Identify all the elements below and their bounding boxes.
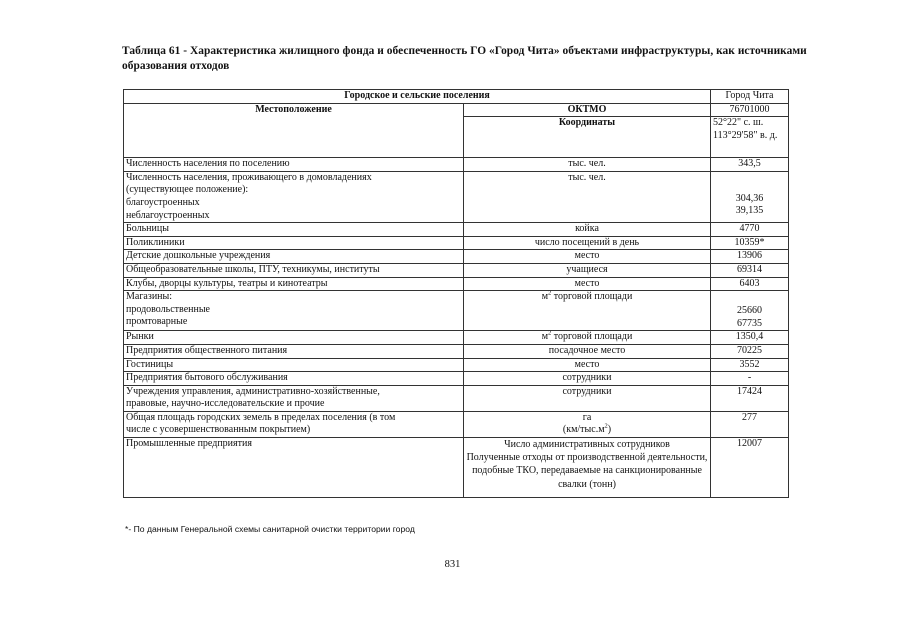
table-row: [124, 236, 789, 250]
row-unit: [464, 438, 711, 498]
row-value: 13906: [711, 250, 789, 264]
table-row: [124, 277, 789, 291]
row-unit: [464, 331, 711, 345]
row-label: [124, 171, 464, 222]
table-row: [124, 372, 789, 386]
table-row: [124, 250, 789, 264]
row-unit: число посещений в день: [464, 236, 711, 250]
coordinates-label: Координаты: [464, 117, 711, 158]
row-label-line: (существующее положение):: [126, 184, 249, 196]
row-label: Численность населения по поселению: [124, 158, 464, 172]
table-row: [124, 223, 789, 237]
row-value: 70225: [711, 344, 789, 358]
row-value: 17424: [711, 385, 789, 411]
table-row: [124, 411, 789, 437]
row-value: [711, 171, 789, 222]
row-label: Гостиницы: [124, 358, 464, 372]
unit-text: Полученные отходы от производственной деятельности, подобные ТКО, передаваемые на санкционированные свалки (тонн): [466, 452, 708, 490]
row-unit: учащиеся: [464, 263, 711, 277]
row-value: 3552: [711, 358, 789, 372]
row-label-line: Общая площадь городских земель в пределах поселения (в том: [126, 411, 396, 423]
page-number: 831: [444, 559, 461, 570]
unit-text: Число административных сотрудников: [504, 439, 670, 451]
table-row: [124, 438, 789, 498]
coordinates-lat: 52°22" с. ш.: [713, 117, 764, 129]
settlements-header: Городское и сельские поселения: [124, 90, 711, 104]
row-unit: место: [464, 250, 711, 264]
location-header: Местоположение: [124, 103, 464, 158]
unit-text: торговой площади: [551, 291, 633, 303]
row-value: -: [711, 372, 789, 386]
row-unit: тыс. чел.: [464, 158, 711, 172]
table-row: [124, 158, 789, 172]
unit-text: га: [582, 411, 592, 423]
row-value: 6403: [711, 277, 789, 291]
unit-text: м: [541, 331, 549, 343]
row-sublabel: неблагоустроенных: [126, 209, 210, 221]
row-label: [124, 411, 464, 437]
infrastructure-table: [123, 89, 789, 498]
row-label-line: Учреждения управления, административно-хозяйственные,: [126, 385, 380, 397]
row-unit: [464, 411, 711, 437]
row-value: 277: [711, 411, 789, 437]
row-subvalue: 39,135: [735, 205, 764, 217]
row-value: 1350,4: [711, 331, 789, 345]
row-sublabel: продовольственные: [126, 303, 210, 315]
table-header-row: [124, 90, 789, 104]
row-value: 10359*: [711, 236, 789, 250]
row-label-line: Магазины:: [126, 291, 173, 303]
row-label: Больницы: [124, 223, 464, 237]
row-label: Предприятия общественного питания: [124, 344, 464, 358]
oktmo-value: 76701000: [711, 103, 789, 117]
row-value: 69314: [711, 263, 789, 277]
row-unit: [464, 291, 711, 331]
row-label: Промышленные предприятия: [124, 438, 464, 498]
row-unit: сотрудники: [464, 372, 711, 386]
table-row: [124, 358, 789, 372]
row-label: Поликлиники: [124, 236, 464, 250]
row-label-line: правовые, научно-исследовательские и прочие: [126, 398, 325, 410]
table-title: Таблица 61 - Характеристика жилищного фонда и обеспеченность ГО «Город Чита» объектами инфраструктуры, как источниками образования отходов: [122, 45, 807, 72]
city-name-cell: Город Чита: [711, 90, 789, 104]
footnote: *- По данным Генеральной схемы санитарной очистки территории город: [125, 524, 415, 534]
row-subvalue: 25660: [737, 305, 762, 317]
table-row: [124, 171, 789, 222]
table-row: [124, 385, 789, 411]
row-label: Клубы, дворцы культуры, театры и кинотеатры: [124, 277, 464, 291]
row-label-line: Численность населения, проживающего в домовладениях: [126, 171, 372, 183]
row-unit: место: [464, 358, 711, 372]
unit-superscript: 2: [604, 423, 608, 431]
unit-text: [466, 424, 708, 437]
row-value: [711, 291, 789, 331]
row-label: Детские дошкольные учреждения: [124, 250, 464, 264]
row-label: Общеобразовательные школы, ПТУ, техникумы, институты: [124, 263, 464, 277]
oktmo-row: [124, 103, 789, 117]
unit-superscript: 2: [548, 290, 552, 297]
row-unit: сотрудники: [464, 385, 711, 411]
row-sublabel: благоустроенных: [126, 196, 200, 208]
unit-text: м: [541, 291, 549, 303]
table-row: [124, 291, 789, 331]
row-label: [124, 291, 464, 331]
coordinates-value: [711, 117, 789, 158]
unit-text: торговой площади: [551, 331, 633, 343]
row-label-line: числе с усовершенствованным покрытием): [126, 424, 311, 436]
table-row: [124, 263, 789, 277]
unit-superscript: 2: [548, 330, 552, 337]
row-label: [124, 385, 464, 411]
row-value: 12007: [711, 438, 789, 498]
coordinates-lon: 113°29'58" в. д.: [713, 129, 778, 141]
row-value: 343,5: [711, 158, 789, 172]
row-unit: место: [464, 277, 711, 291]
row-label: Рынки: [124, 331, 464, 345]
oktmo-label: ОКТМО: [464, 103, 711, 117]
row-subvalue: 304,36: [735, 192, 764, 204]
row-unit: посадочное место: [464, 344, 711, 358]
row-unit: койка: [464, 223, 711, 237]
table-row: [124, 331, 789, 345]
unit-text: (км/тыс.м: [562, 424, 605, 436]
row-subvalue: 67735: [737, 317, 762, 329]
row-unit: тыс. чел.: [464, 171, 711, 222]
row-value: 4770: [711, 223, 789, 237]
row-sublabel: промтоварные: [126, 316, 188, 328]
row-label: Предприятия бытового обслуживания: [124, 372, 464, 386]
table-row: [124, 344, 789, 358]
unit-text: ): [607, 424, 612, 436]
